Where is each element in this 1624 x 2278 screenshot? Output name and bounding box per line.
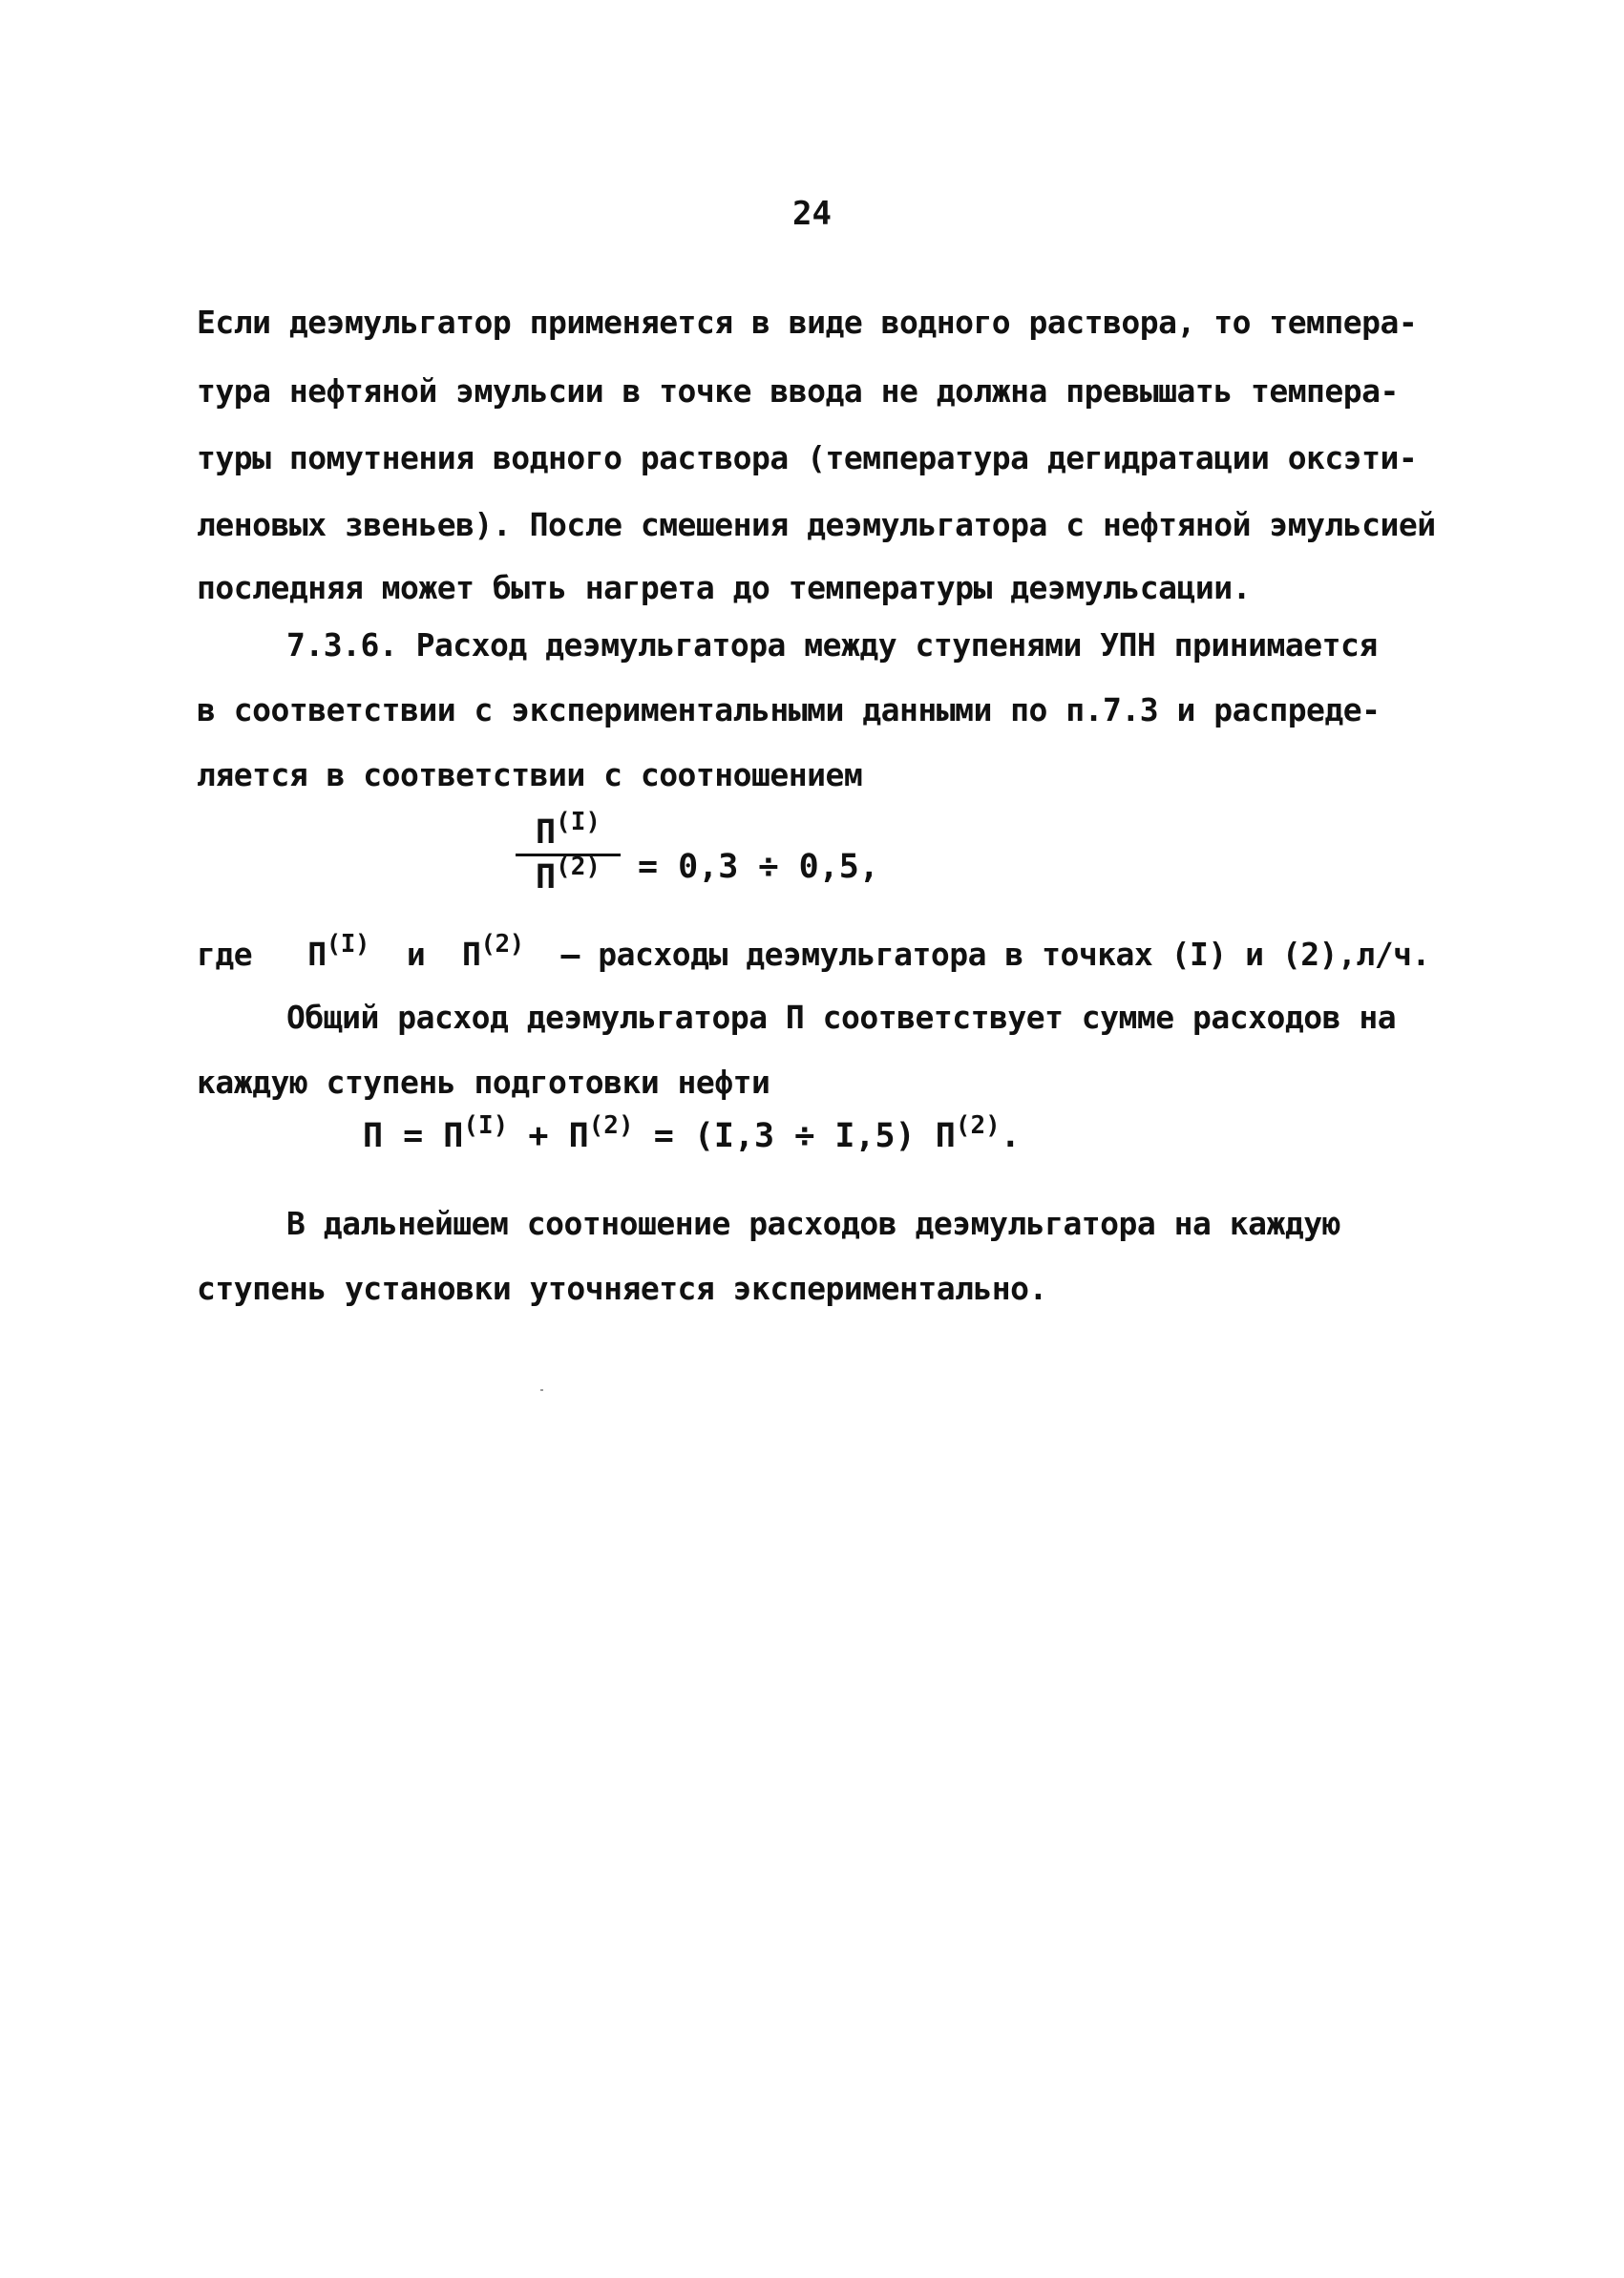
- text-line: в соответствии с экспериментальными данными по п.7.3 и распреде-: [197, 691, 1381, 728]
- where-line: где $П^{(I)}$ и $П^{(2)}$ – расходы деэмульгатора в точках (I) и (2),л/ч.: [197, 930, 1430, 973]
- fraction-numerator: $П^{(I)}$: [535, 808, 601, 852]
- text-line: каждую ступень подготовки нефти: [197, 1064, 770, 1101]
- formula-ratio-rhs: = 0,3 ÷ 0,5,: [638, 848, 879, 886]
- page-number: 24: [792, 195, 832, 233]
- text-line: ступень установки уточняется экспериментально.: [197, 1270, 1047, 1307]
- text-line: В дальнейшем соотношение расходов деэмульгатора на каждую: [286, 1205, 1340, 1242]
- formula-total: $П = П^{(I)} + П^{(2)} = (I,3 \div I,5)$ $П^{(2)}$.: [363, 1111, 1021, 1155]
- text-line: тура нефтяной эмульсии в точке ввода не должна превышать темпера-: [197, 372, 1399, 410]
- text-line: Если деэмульгатор применяется в виде водного раствора, то темпера-: [197, 304, 1418, 341]
- text-line: леновых звеньев). После смешения деэмульгатора с нефтяной эмульсией: [197, 506, 1436, 543]
- fraction-denominator: $П^{(2)}$: [535, 853, 601, 896]
- text-line: Общий расход деэмульгатора П соответствует сумме расходов на: [286, 999, 1397, 1036]
- formula-ratio-fraction: [516, 808, 621, 896]
- text-line: последняя может быть нагрета до температуры деэмульсации.: [197, 569, 1251, 606]
- scan-speck: [540, 1389, 543, 1391]
- text-line: ляется в соответствии с соотношением: [197, 756, 863, 793]
- text-line: 7.3.6. Расход деэмульгатора между ступенями УПН принимается: [286, 626, 1378, 664]
- text-line: туры помутнения водного раствора (температура дегидратации оксэти-: [197, 439, 1418, 476]
